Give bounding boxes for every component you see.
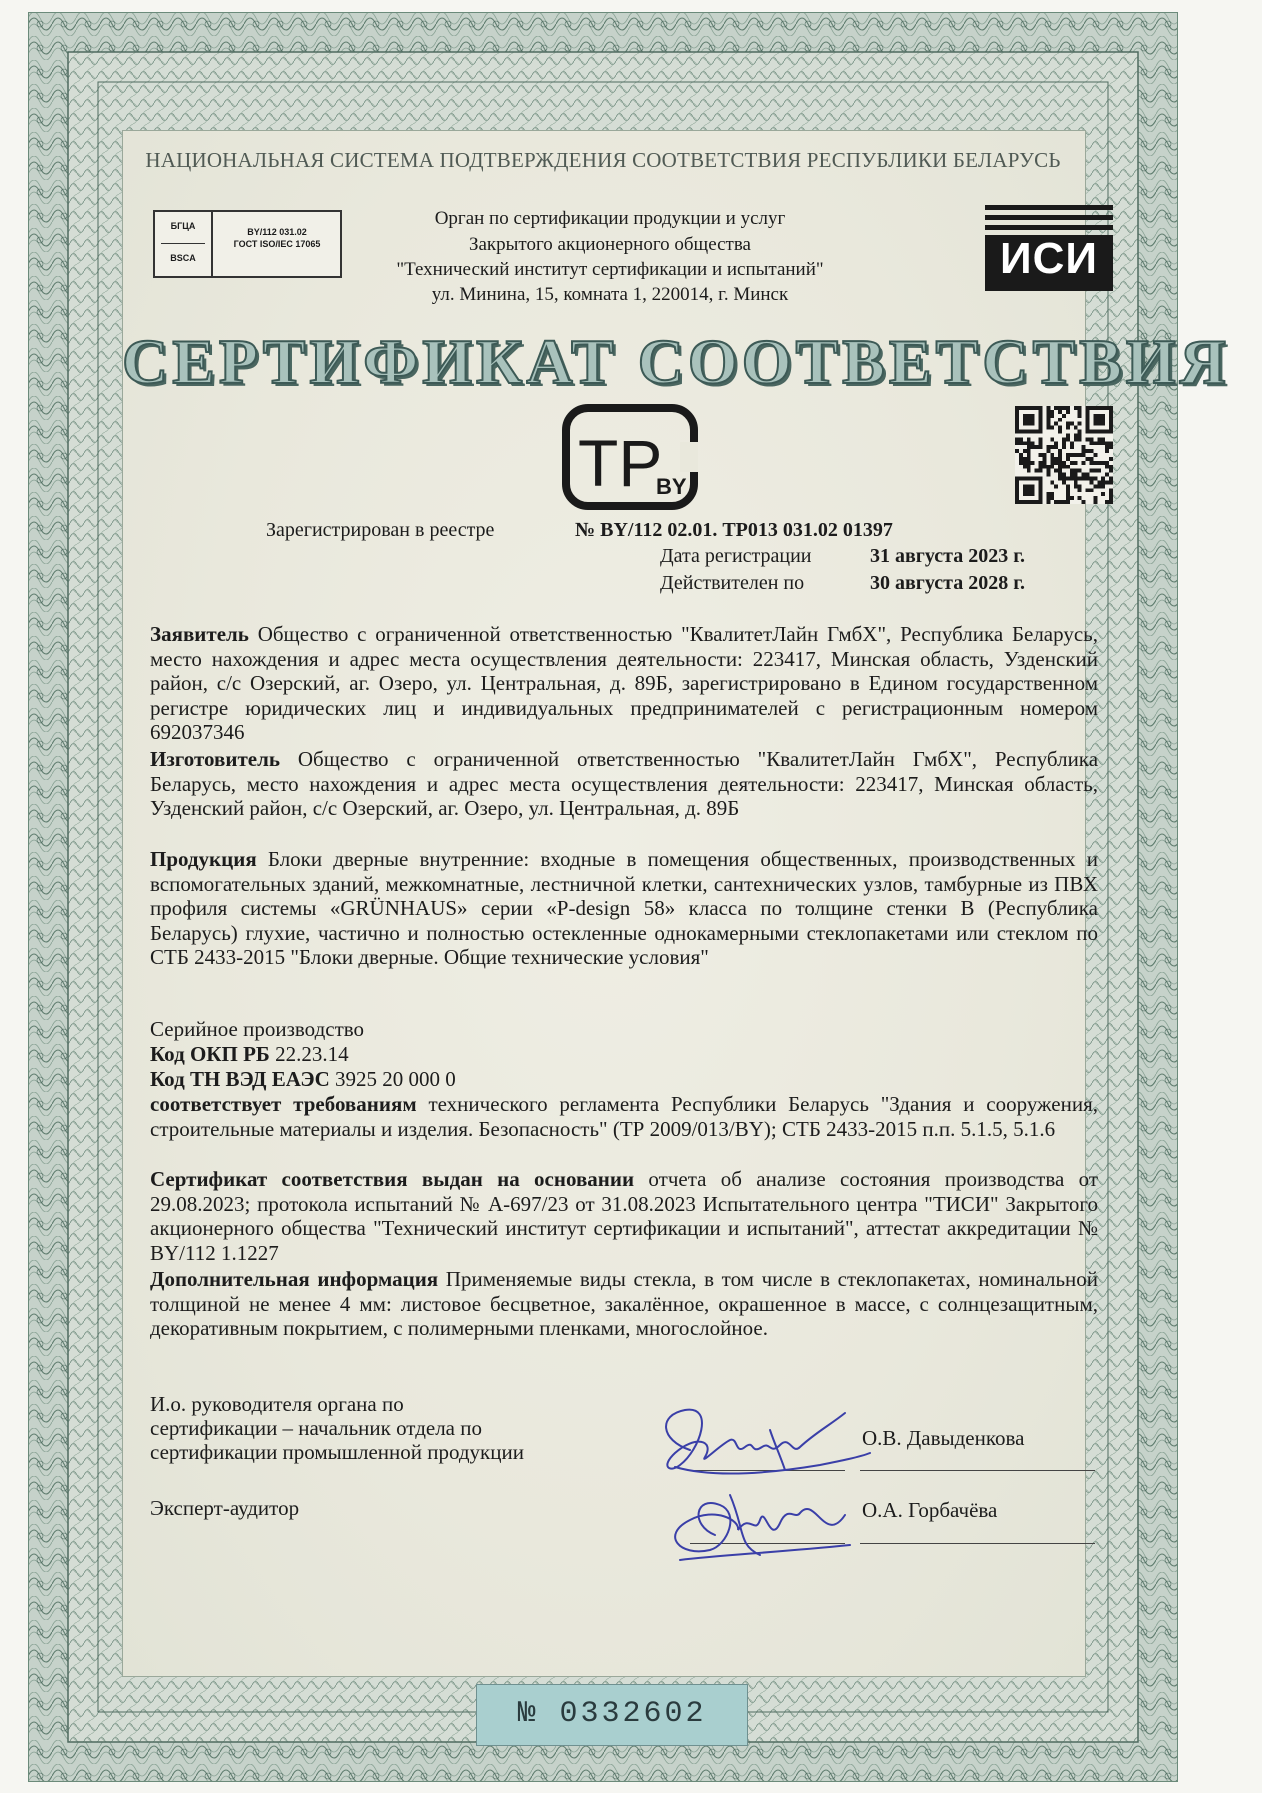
registry-label: Зарегистрирован в реестре xyxy=(266,519,495,541)
serial-production: Серийное производство xyxy=(150,1017,365,1041)
head-title-line-3: сертификации промышленной продукции xyxy=(150,1440,524,1464)
conforms-text: технического регламента Республики Беларусь "Здания и сооружения, строительные материалы и изделия. Безопасность" (ТР 2009/013/BY); СТБ 2433-2015 п.п. 5.1.5, 5.1.6 xyxy=(150,1092,1098,1141)
certificate-title: СЕРТИФИКАТ СООТВЕТСТВИЯ xyxy=(122,326,1230,397)
badge-number: BY/112 031.02 xyxy=(247,227,307,237)
isi-logo xyxy=(985,205,1113,291)
basis-section xyxy=(150,1167,1098,1265)
valid-until-label: Действителен по xyxy=(660,572,805,594)
head-name: О.В. Давыденкова xyxy=(862,1426,1025,1450)
tnved-label: Код ТН ВЭД ЕАЭС xyxy=(150,1067,330,1091)
manufacturer-section xyxy=(150,747,1098,821)
applicant-section xyxy=(150,622,1098,745)
additional-label: Дополнительная информация xyxy=(150,1267,439,1291)
tr-mark-sub: BY xyxy=(656,474,687,499)
handwritten-signatures xyxy=(620,1395,880,1585)
conforms-label: соответствует требованиям xyxy=(150,1092,417,1116)
product-text: Блоки дверные внутренние: входные в помещения общественных, производственных и вспомогательных зданий, межкомнатные, лестничной клетки, сантехнических узлов, тамбурные из ПВХ профиля системы «GRÜNHAUS» серии «P-design 58» класса по толщине стенки В (Республика Беларусь) глухие, частично и полностью остекленные однокамерными стеклопакетами или стеклом по СТБ 2433-2015 "Блоки дверные. Общие технические условия" xyxy=(150,847,1098,969)
org-line-1: Орган по сертификации продукции и услуг xyxy=(434,208,786,229)
isi-logo-text: ИСИ xyxy=(999,234,1099,283)
additional-info-section xyxy=(150,1267,1098,1341)
okp-value: 22.23.14 xyxy=(275,1042,349,1066)
basis-text: отчета об анализе состояния производства от 29.08.2023; протокола испытаний № А-697/23 от 31.08.2023 Испытательного центра "ТИСИ" Закрытого акционерного общества "Технический институт сертификации и испытаний", аттестат аккредитации № BY/112 1.1227 xyxy=(150,1167,1099,1265)
certificate-serial-plate xyxy=(476,1684,748,1746)
valid-until-date: 30 августа 2028 г. xyxy=(870,572,1026,594)
qr-code xyxy=(1015,406,1113,504)
expert-name-line xyxy=(860,1543,1095,1544)
org-line-2: Закрытого акционерного общества xyxy=(468,234,751,255)
org-line-4: ул. Минина, 15, комната 1, 220014, г. Минск xyxy=(431,284,789,305)
additional-text: Применяемые виды стекла, в том числе в стеклопакетах, номинальной толщиной не менее 4 мм: листовое бесцветное, закалённое, окрашенное в массе, с солнцезащитным, декоративным покрытием, с полимерными пленками, многослойное. xyxy=(150,1267,1098,1340)
badge-bsca: BSCA xyxy=(170,253,196,263)
certificate-serial-number: № 0332602 xyxy=(517,1697,707,1731)
applicant-label: Заявитель xyxy=(150,622,249,646)
expert-name: О.А. Горбачёва xyxy=(862,1498,998,1522)
accreditation-badge xyxy=(153,210,342,278)
product-label: Продукция xyxy=(150,847,257,871)
okp-code-line xyxy=(150,1042,349,1067)
tnved-value: 3925 20 000 0 xyxy=(335,1067,456,1091)
manufacturer-text: Общество с ограниченной ответственностью "КвалитетЛайн ГмбХ", Республика Беларусь, место нахождения и адрес места осуществления деятельности: 223417, Минская область, Узденский район, с/с Озерский, аг. Озеро, ул. Центральная, д. 89Б xyxy=(150,747,1099,820)
registration-date-label: Дата регистрации xyxy=(660,545,812,567)
manufacturer-label: Изготовитель xyxy=(150,747,280,771)
conformity-section xyxy=(150,1092,1098,1141)
registration-date: 31 августа 2023 г. xyxy=(870,545,1026,567)
head-title-line-1: И.о. руководителя органа по xyxy=(150,1392,404,1416)
registry-number: № BY/112 02.01. ТР013 031.02 01397 xyxy=(575,519,893,541)
badge-standard: ГОСТ ISO/IEC 17065 xyxy=(233,239,321,249)
applicant-text: Общество с ограниченной ответственностью "КвалитетЛайн ГмбХ", Республика Беларусь, место нахождения и адрес места осуществления деятельности: 223417, Минская область, Узденский район, с/с Озерский, аг. Озеро, ул. Центральная, д. 89Б, зарегистрировано в Едином государственном регистре юридических лиц и индивидуальных предпринимателей с регистрационным номером 692037346 xyxy=(150,622,1098,744)
national-system-line: НАЦИОНАЛЬНАЯ СИСТЕМА ПОДТВЕРЖДЕНИЯ СООТВЕТСТВИЯ РЕСПУБЛИКИ БЕЛАРУСЬ xyxy=(145,148,1061,172)
tnved-code-line xyxy=(150,1067,456,1092)
okp-label: Код ОКП РБ xyxy=(150,1042,270,1066)
badge-bgca: БГЦА xyxy=(170,221,196,231)
head-name-line xyxy=(860,1470,1095,1471)
org-line-3: "Технический институт сертификации и испытаний" xyxy=(396,259,824,280)
head-title-line-2: сертификации – начальник отдела по xyxy=(150,1416,482,1440)
basis-label: Сертификат соответствия выдан на основании xyxy=(150,1167,635,1191)
product-section xyxy=(150,847,1098,970)
tr-by-mark xyxy=(560,402,700,512)
tr-mark-main: TP xyxy=(578,426,663,500)
expert-title: Эксперт-аудитор xyxy=(150,1496,300,1520)
